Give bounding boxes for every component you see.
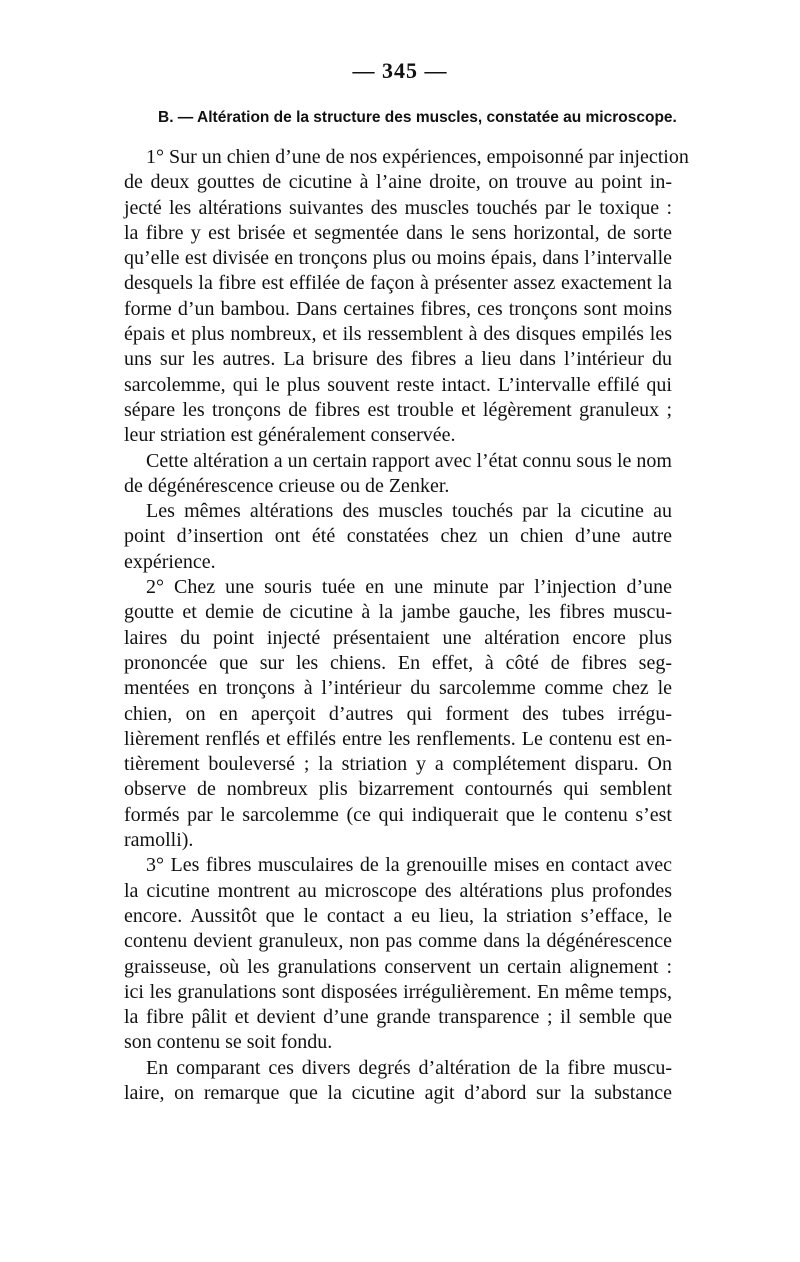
text-line: laire, on remarque que la cicutine agit d’abord sur la substance — [124, 1081, 672, 1104]
text-line: Les mêmes altérations des muscles touchés par la cicutine au — [146, 500, 672, 523]
text-line: formés par le sarcolemme (ce qui indiquerait que le contenu s’est — [124, 803, 672, 826]
paragraph — [124, 853, 672, 1055]
text-line: ramolli). — [124, 829, 194, 852]
text-line: graisseuse, où les granulations conservent un certain alignement : — [124, 955, 672, 978]
text-line: épais et plus nombreux, et ils ressemblent à des disques empilés les — [124, 323, 672, 346]
text-line: forme d’un bambou. Dans certaines fibres, ces tronçons sont moins — [124, 297, 672, 320]
text-line: lièrement renflés et effilés entre les renflements. Le contenu est en- — [124, 727, 672, 750]
text-line: laires du point injecté présentaient une altération encore plus — [124, 626, 672, 649]
text-line: chien, on en aperçoit d’autres qui forment des tubes irrégu- — [124, 702, 672, 725]
text-line: la cicutine montrent au microscope des altérations plus profondes — [124, 879, 672, 902]
body-text — [124, 145, 689, 1106]
text-line: leur striation est généralement conservée. — [124, 424, 456, 447]
text-line: 3° Les fibres musculaires de la grenouille mises en contact avec — [146, 854, 672, 877]
text-line: de dégénérescence crieuse ou de Zenker. — [124, 474, 450, 497]
paragraph — [124, 449, 672, 500]
text-line: 1° Sur un chien d’une de nos expériences, empoisonné par injection — [146, 146, 689, 168]
text-line: contenu devient granuleux, non pas comme dans la dégénérescence — [124, 930, 672, 953]
text-line: jecté les altérations suivantes des muscles touchés par le toxique : — [124, 196, 672, 219]
paragraph — [124, 499, 672, 575]
section-heading: B. — Altération de la structure des muscles, constatée au microscope. — [158, 109, 677, 126]
text-line: sarcolemme, qui le plus souvent reste intact. L’intervalle effilé qui — [124, 373, 672, 396]
paragraph — [124, 1056, 672, 1107]
text-line: sépare les tronçons de fibres est trouble et légèrement granuleux ; — [124, 398, 672, 421]
text-line: encore. Aussitôt que le contact a eu lieu, la striation s’efface, le — [124, 904, 672, 927]
text-line: la fibre y est brisée et segmentée dans le sens horizontal, de sorte — [124, 221, 672, 244]
paragraph — [124, 145, 689, 449]
text-line: expérience. — [124, 550, 216, 573]
text-line: point d’insertion ont été constatées chez un chien d’une autre — [124, 525, 672, 548]
text-line: la fibre pâlit et devient d’une grande transparence ; il semble que — [124, 1006, 672, 1029]
text-line: 2° Chez une souris tuée en une minute par l’injection d’une — [146, 576, 672, 599]
text-line: Cette altération a un certain rapport avec l’état connu sous le nom — [146, 449, 672, 472]
text-line: uns sur les autres. La brisure des fibres a lieu dans l’intérieur du — [124, 348, 672, 371]
text-line: son contenu se soit fondu. — [124, 1031, 333, 1054]
text-line: ici les granulations sont disposées irrégulièrement. En même temps, — [124, 980, 672, 1003]
paragraph — [124, 575, 672, 853]
text-line: prononcée que sur les chiens. En effet, à côté de fibres seg- — [124, 651, 672, 674]
text-line: tièrement bouleversé ; la striation y a complétement disparu. On — [124, 753, 672, 776]
text-line: de deux gouttes de cicutine à l’aine droite, on trouve au point in- — [124, 171, 672, 194]
text-line: desquels la fibre est effilée de façon à présenter assez exactement la — [124, 272, 672, 295]
text-line: En comparant ces divers degrés d’altération de la fibre muscu- — [146, 1056, 672, 1079]
text-line: mentées en tronçons à l’intérieur du sarcolemme comme chez le — [124, 677, 672, 700]
text-line: qu’elle est divisée en tronçons plus ou moins épais, dans l’intervalle — [124, 247, 672, 270]
page-number: — 345 — — [352, 58, 448, 83]
text-line: goutte et demie de cicutine à la jambe gauche, les fibres muscu- — [124, 601, 672, 624]
text-line: observe de nombreux plis bizarrement contournés qui semblent — [124, 778, 672, 801]
